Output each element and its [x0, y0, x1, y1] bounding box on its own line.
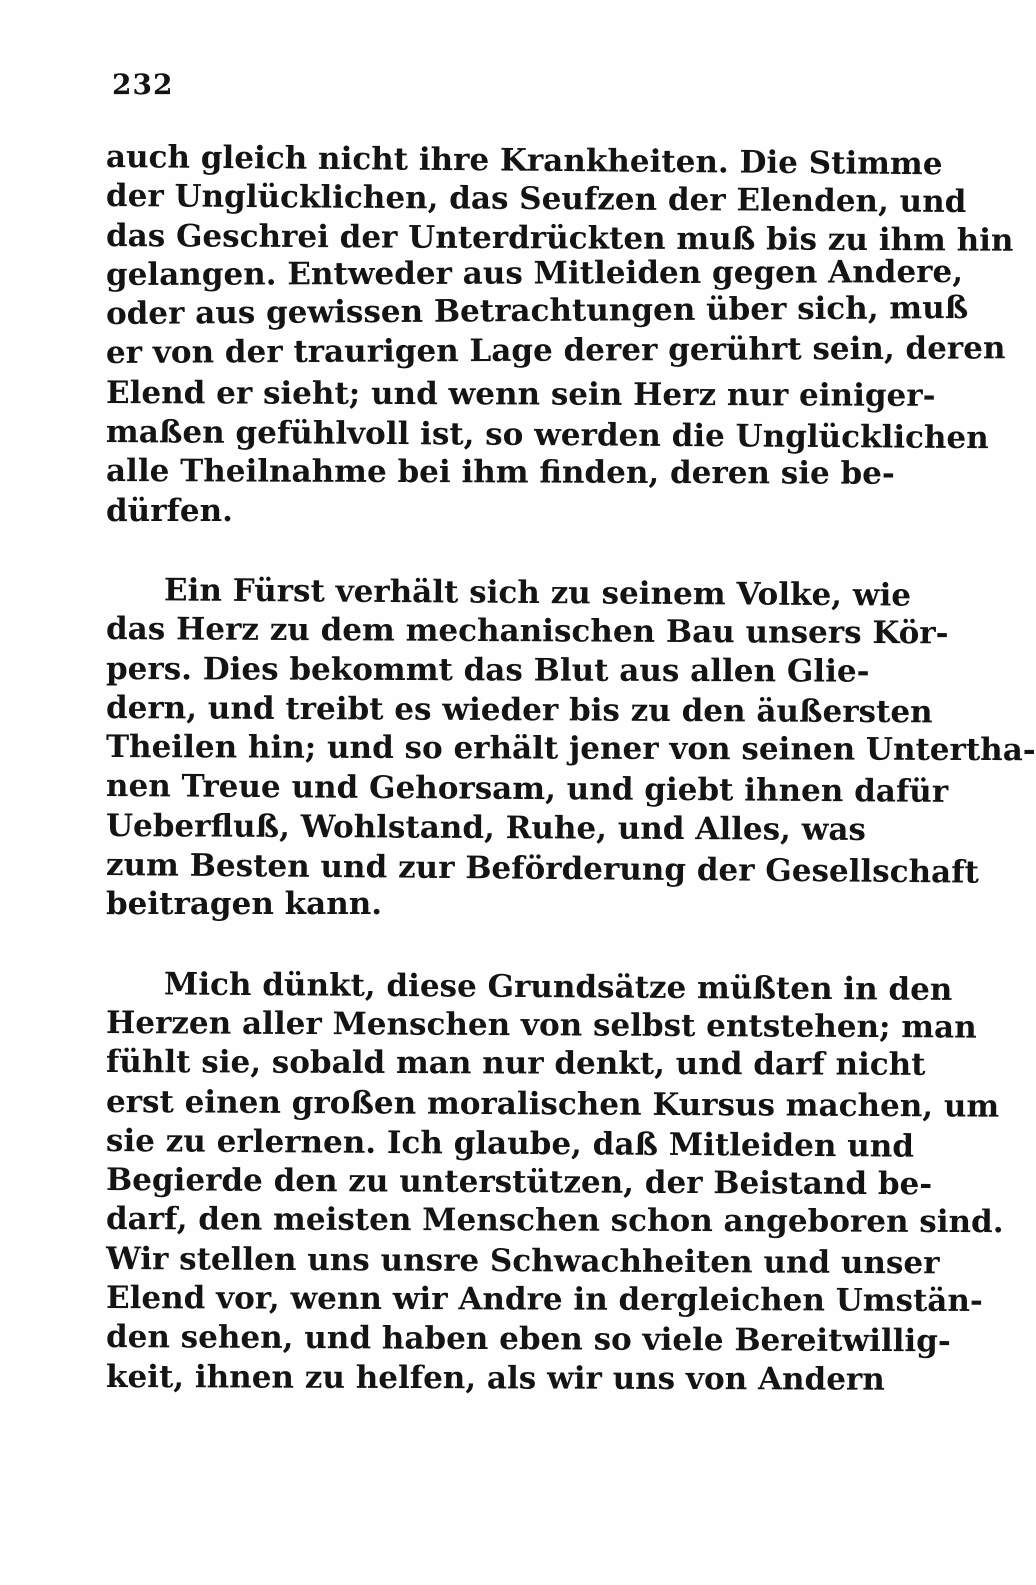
text-line: gelangen. Entweder aus Mitleiden gegen Andere,	[105, 253, 964, 293]
text-line: nen Treue und Gehorsam, und giebt ihnen dafür	[105, 768, 949, 811]
text-line: auch gleich nicht ihre Krankheiten. Die Stimme	[105, 139, 943, 183]
paragraph-gap	[106, 925, 818, 965]
text-line: pers. Dies bekommt das Blut aus allen Glie-	[105, 650, 870, 690]
text-line: Wir stellen uns unsre Schwachheiten und unser	[105, 1240, 940, 1282]
body-text	[105, 138, 1036, 1398]
text-line: erst einen großen moralischen Kursus machen, um	[105, 1083, 1000, 1125]
text-line: Elend er sieht; und wenn sein Herz nur einiger-	[105, 374, 936, 414]
page-number: 232	[112, 68, 174, 101]
text-line: das Geschrei der Unterdrückten muß bis zu ihm hin	[105, 217, 1014, 259]
paragraph-2	[105, 571, 1036, 925]
text-line: fühlt sie, sobald man nur denkt, und darf nicht	[105, 1044, 926, 1084]
paragraph-3	[105, 965, 1004, 1398]
text-line: Ueberfluß, Wohlstand, Ruhe, und Alles, was	[105, 807, 867, 848]
text-line: maßen gefühlvoll ist, so werden die Unglücklichen	[105, 414, 989, 457]
text-line: Ein Fürst verhält sich zu seinem Volke, wie	[163, 572, 912, 614]
text-line: den sehen, und haben eben so viele Bereitwillig-	[105, 1319, 951, 1360]
text-line: Theilen hin; und so erhält jener von seinen Untertha-	[105, 729, 1036, 769]
text-line: dern, und treibt es wieder bis zu den äußersten	[105, 689, 933, 731]
text-line: alle Theilnahme bei ihm finden, deren sie be-	[105, 453, 895, 493]
text-line: dürfen.	[106, 492, 233, 529]
text-line: sie zu erlernen. Ich glaube, daß Mitleiden und	[105, 1122, 915, 1165]
text-line: Mich dünkt, diese Grundsätze müßten in den	[163, 966, 953, 1008]
text-line: beitragen kann.	[106, 886, 383, 923]
text-line: zum Besten und zur Beförderung der Gesellschaft	[105, 847, 980, 891]
text-line: Herzen aller Menschen von selbst entstehen; man	[105, 1004, 977, 1046]
text-line: Elend vor, wenn wir Andre in dergleichen Umstän-	[105, 1280, 983, 1320]
text-line: das Herz zu dem mechanischen Bau unsers Kör-	[105, 611, 949, 652]
text-line: Begierde den zu unterstützen, der Beistand be-	[105, 1162, 933, 1203]
text-line: er von der traurigen Lage derer gerührt sein, deren	[105, 330, 1006, 372]
paragraph-1	[105, 138, 1014, 531]
text-line: oder aus gewissen Betrachtungen über sich, muß	[105, 290, 969, 333]
text-line: keit, ihnen zu helfen, als wir uns von Andern	[105, 1358, 885, 1398]
paragraph-gap	[106, 531, 818, 571]
text-line: der Unglücklichen, das Seufzen der Elenden, und	[105, 178, 967, 221]
text-line: darf, den meisten Menschen schon angeboren sind.	[105, 1201, 1004, 1241]
